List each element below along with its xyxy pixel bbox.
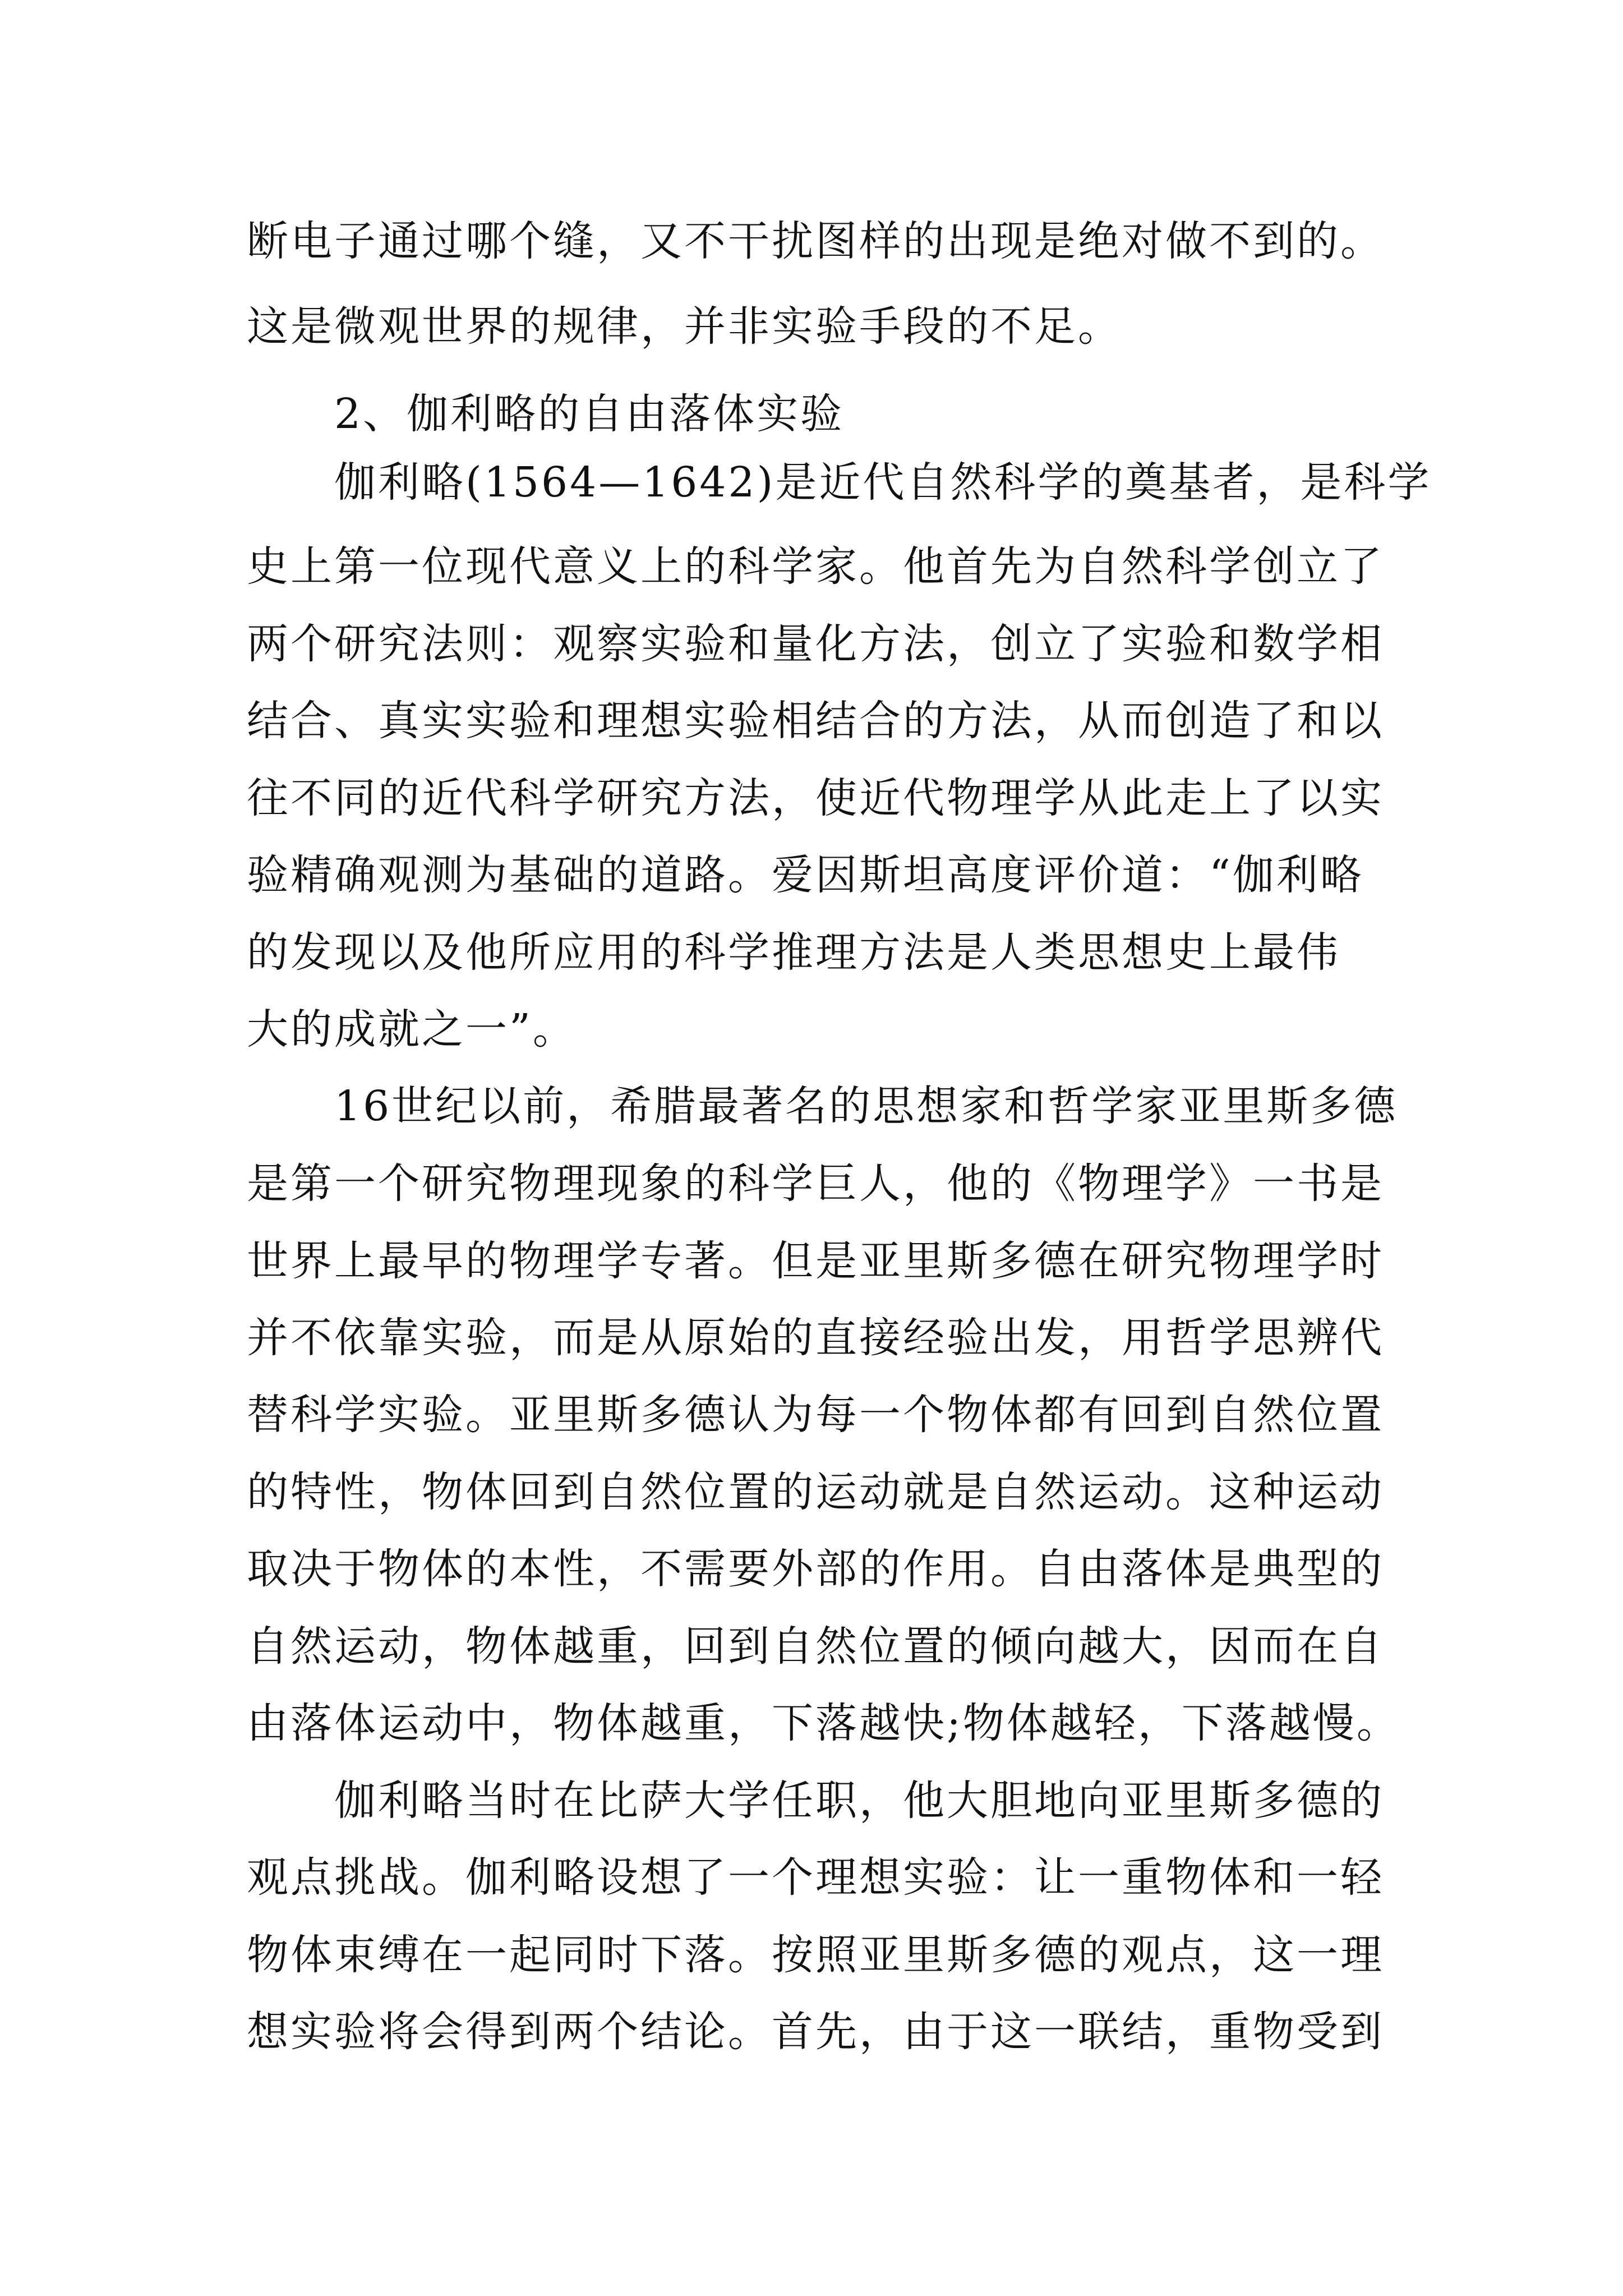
text-line: 由落体运动中，物体越重，下落越快;物体越轻，下落越慢。 [247,1699,1400,1747]
text-line: 世界上最早的物理学专著。但是亚里斯多德在研究物理学时 [247,1237,1384,1285]
text-line: 是第一个研究物理现象的科学巨人，他的《物理学》一书是 [247,1159,1384,1208]
text-line: 验精确观测为基础的道路。爱因斯坦高度评价道：“伽利略 [247,851,1364,899]
text-line: 史上第一位现代意义上的科学家。他首先为自然科学创立了 [247,542,1384,591]
text-line: 替科学实验。亚里斯多德认为每一个物体都有回到自然位置 [247,1391,1384,1439]
text-line: 16世纪以前，希腊最著名的思想家和哲学家亚里斯多德 [334,1082,1398,1130]
text-line: 的特性，物体回到自然位置的运动就是自然运动。这种运动 [247,1468,1384,1516]
text-line: 的发现以及他所应用的科学推理方法是人类思想史上最伟 [247,928,1340,977]
text-line: 断电子通过哪个缝，又不干扰图样的出现是绝对做不到的。 [247,217,1384,265]
text-line: 伽利略当时在比萨大学任职，他大胆地向亚里斯多德的 [334,1777,1384,1825]
text-line: 结合、真实实验和理想实验相结合的方法，从而创造了和以 [247,697,1384,745]
text-line: 取决于物体的本性，不需要外部的作用。自由落体是典型的 [247,1545,1384,1593]
text-line: 想实验将会得到两个结论。首先，由于这一联结，重物受到 [247,2008,1384,2056]
text-line: 物体束缚在一起同时下落。按照亚里斯多德的观点，这一理 [247,1931,1384,1979]
text-line: 观点挑战。伽利略设想了一个理想实验：让一重物体和一轻 [247,1853,1384,1902]
text-line: 这是微观世界的规律，并非实验手段的不足。 [247,302,1122,351]
text-line: 大的成就之一”。 [247,1005,577,1053]
text-line: 往不同的近代科学研究方法，使近代物理学从此走上了以实 [247,774,1384,822]
text-line: 两个研究法则：观察实验和量化方法，创立了实验和数学相 [247,620,1384,668]
text-line: 自然运动，物体越重，回到自然位置的倾向越大，因而在自 [247,1622,1384,1671]
text-line: 伽利略(1564—1642)是近代自然科学的奠基者，是科学 [334,458,1432,507]
text-line: 并不依靠实验，而是从原始的直接经验出发，用哲学思辨代 [247,1314,1384,1362]
section-heading: 2、伽利略的自由落体实验 [334,390,845,438]
